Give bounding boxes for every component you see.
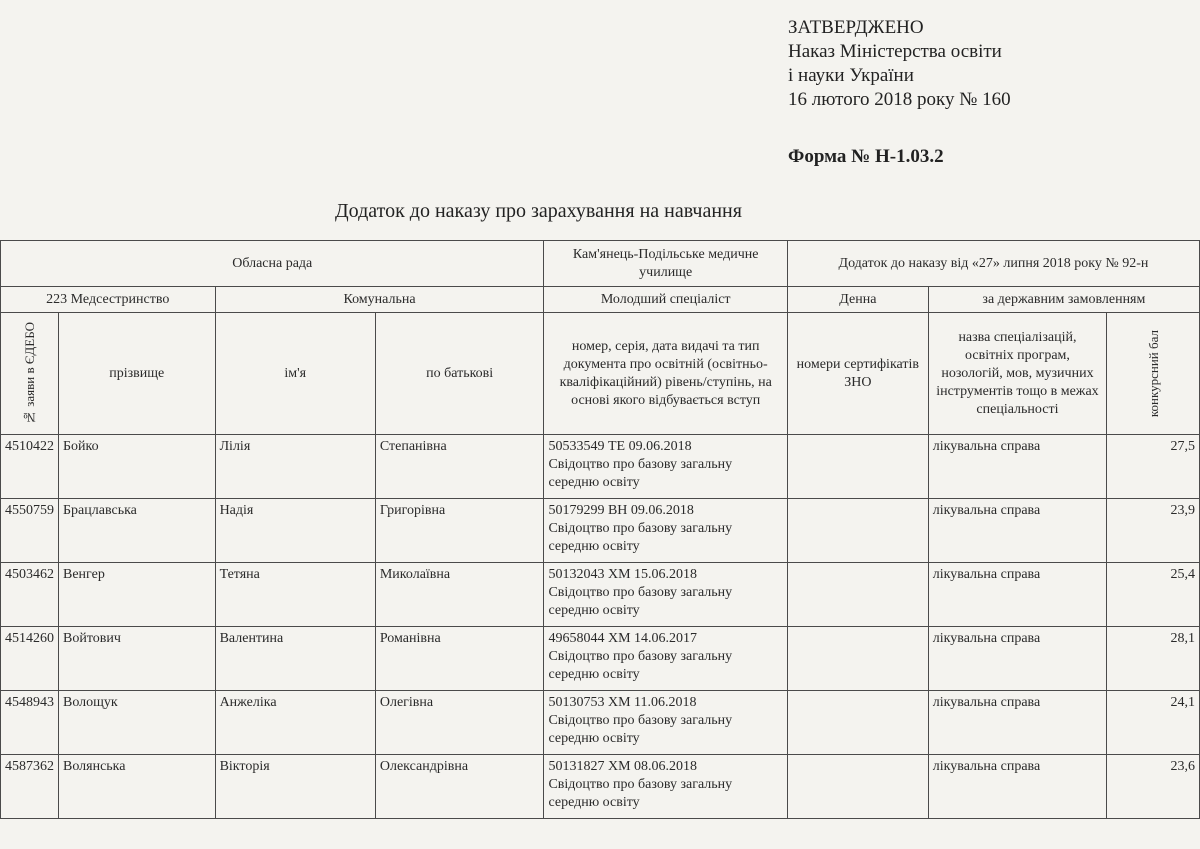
col-patronymic-header: по батькові [375, 313, 544, 435]
specialization-cell: лікувальна справа [928, 755, 1106, 819]
zno-cell [787, 435, 928, 499]
ownership-cell: Комунальна [215, 287, 544, 313]
institution-cell: Кам'янець-Подільське медичне училище [544, 241, 787, 287]
name-cell: Лілія [215, 435, 375, 499]
app-no-cell: 4514260 [1, 627, 59, 691]
patronymic-cell: Олегівна [375, 691, 544, 755]
table-row [1, 563, 1200, 627]
table-row [1, 627, 1200, 691]
document-cell [544, 691, 787, 755]
table-row [1, 691, 1200, 755]
document-type: Свідоцтво про базову загальну середню освіту [548, 713, 733, 746]
score-cell: 23,6 [1107, 755, 1200, 819]
level-cell: Молодший спеціаліст [544, 287, 787, 313]
col-surname-header: прізвище [59, 313, 216, 435]
surname-cell: Волянська [59, 755, 216, 819]
patronymic-cell: Степанівна [375, 435, 544, 499]
specialization-cell: лікувальна справа [928, 563, 1106, 627]
form-of-study-cell: Денна [787, 287, 928, 313]
app-no-cell: 4550759 [1, 499, 59, 563]
document-cell [544, 627, 787, 691]
document-number: 49658044 ХМ 14.06.2017 [548, 631, 698, 646]
patronymic-cell: Григорівна [375, 499, 544, 563]
name-cell: Надія [215, 499, 375, 563]
document-title: Додаток до наказу про зарахування на навчання [335, 200, 742, 222]
col-zno-header: номери сертифікатів ЗНО [787, 313, 928, 435]
approval-block [788, 16, 1011, 112]
info-row-1 [1, 241, 1200, 287]
zno-cell [787, 563, 928, 627]
specialization-cell: лікувальна справа [928, 435, 1106, 499]
order-date: 16 лютого 2018 року № 160 [788, 89, 1011, 110]
score-cell: 23,9 [1107, 499, 1200, 563]
score-cell: 28,1 [1107, 627, 1200, 691]
specialization-cell: лікувальна справа [928, 691, 1106, 755]
document-cell [544, 435, 787, 499]
col-document-header: номер, серія, дата видачі та тип документа про освітній (освітньо-кваліфікаційний) рівень/ступінь, на основі якого відбувається вступ [544, 313, 787, 435]
zno-cell [787, 691, 928, 755]
patronymic-cell: Олександрівна [375, 755, 544, 819]
name-cell: Тетяна [215, 563, 375, 627]
document-number: 50130753 ХМ 11.06.2018 [548, 695, 697, 710]
col-app-no-header [1, 313, 59, 435]
table-row [1, 755, 1200, 819]
col-name-header: ім'я [215, 313, 375, 435]
surname-cell: Войтович [59, 627, 216, 691]
score-cell: 25,4 [1107, 563, 1200, 627]
document-type: Свідоцтво про базову загальну середню освіту [548, 521, 733, 554]
document-number: 50533549 ТЕ 09.06.2018 [548, 439, 692, 454]
specialty-cell: 223 Медсестринство [1, 287, 216, 313]
order-line-2: і науки України [788, 65, 914, 86]
name-cell: Валентина [215, 627, 375, 691]
app-no-cell: 4548943 [1, 691, 59, 755]
document-cell [544, 499, 787, 563]
app-no-header-text: № заяви в ЄДЕБО [22, 321, 37, 426]
order-line-1: Наказ Міністерства освіти [788, 41, 1002, 62]
surname-cell: Волощук [59, 691, 216, 755]
document-cell [544, 755, 787, 819]
document-number: 50131827 ХМ 08.06.2018 [548, 759, 698, 774]
score-cell: 24,1 [1107, 691, 1200, 755]
order-ref-cell: Додаток до наказу від «27» липня 2018 року № 92-н [787, 241, 1199, 287]
col-specialization-header: назва спеціалізацій, освітніх програм, нозологій, мов, музичних інструментів тощо в межах спеціальності [928, 313, 1106, 435]
document-number: 50179299 ВН 09.06.2018 [548, 503, 694, 518]
zno-cell [787, 499, 928, 563]
app-no-cell: 4587362 [1, 755, 59, 819]
app-no-cell: 4503462 [1, 563, 59, 627]
approved-label: ЗАТВЕРДЖЕНО [788, 17, 924, 38]
score-header-text: конкурсний бал [1145, 329, 1161, 418]
app-no-cell: 4510422 [1, 435, 59, 499]
enrollment-table [0, 240, 1200, 819]
form-number: Форма № Н-1.03.2 [788, 146, 944, 167]
council-cell: Обласна рада [1, 241, 544, 287]
surname-cell: Брацлавська [59, 499, 216, 563]
info-row-2 [1, 287, 1200, 313]
name-cell: Анжеліка [215, 691, 375, 755]
document-number: 50132043 ХМ 15.06.2018 [548, 567, 698, 582]
funding-cell: за державним замовленням [928, 287, 1199, 313]
zno-cell [787, 755, 928, 819]
document-type: Свідоцтво про базову загальну середню освіту [548, 457, 733, 490]
name-cell: Вікторія [215, 755, 375, 819]
surname-cell: Венгер [59, 563, 216, 627]
table-row [1, 499, 1200, 563]
column-header-row [1, 313, 1200, 435]
specialization-cell: лікувальна справа [928, 627, 1106, 691]
patronymic-cell: Миколаївна [375, 563, 544, 627]
surname-cell: Бойко [59, 435, 216, 499]
document-type: Свідоцтво про базову загальну середню освіту [548, 649, 733, 682]
zno-cell [787, 627, 928, 691]
document-cell [544, 563, 787, 627]
score-cell: 27,5 [1107, 435, 1200, 499]
table-row [1, 435, 1200, 499]
specialization-cell: лікувальна справа [928, 499, 1106, 563]
document-type: Свідоцтво про базову загальну середню освіту [548, 585, 733, 618]
col-score-header [1107, 313, 1200, 435]
document-type: Свідоцтво про базову загальну середню освіту [548, 777, 733, 810]
patronymic-cell: Романівна [375, 627, 544, 691]
